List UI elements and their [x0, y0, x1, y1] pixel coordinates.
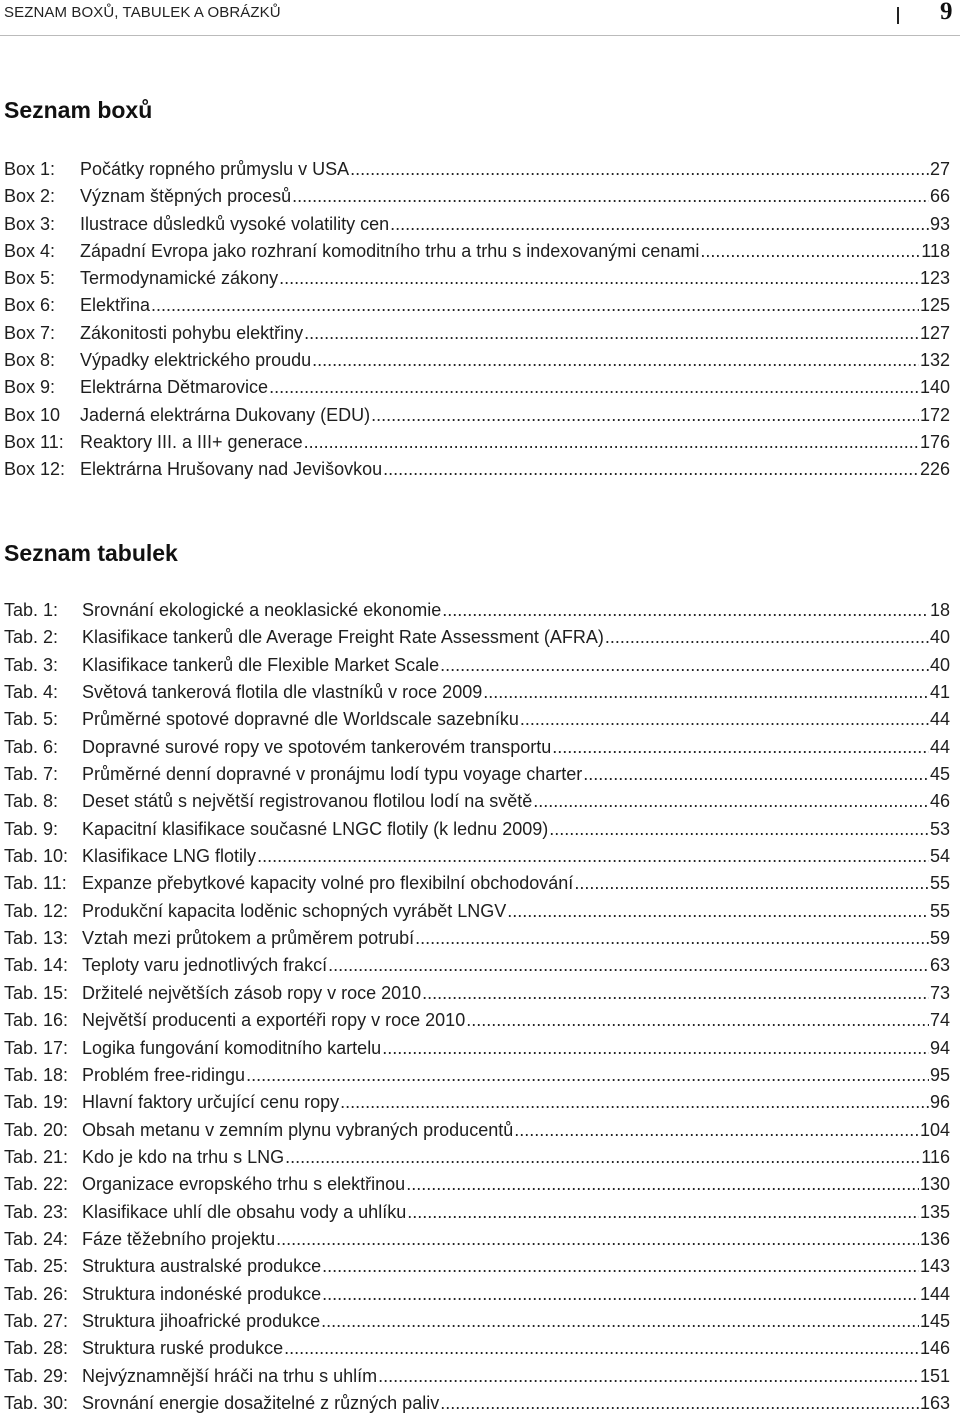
entry-label: Box 4: [4, 240, 56, 261]
leader-dots [514, 1117, 919, 1144]
table-list-item [4, 1281, 950, 1308]
leader-dots [371, 402, 919, 429]
table-list-item [4, 1089, 950, 1116]
entry-label: Tab. 16: [4, 1010, 69, 1031]
table-list-item [4, 1363, 950, 1390]
entry-label: Box 9: [4, 377, 56, 398]
table-list-item [4, 734, 950, 761]
leader-dots [520, 706, 929, 733]
table-list-item [4, 1253, 950, 1280]
entry-title: Nejvýznamnější hráči na trhu s uhlím [82, 1365, 378, 1386]
leader-dots [700, 238, 920, 265]
entry-label: Tab. 5: [4, 709, 59, 730]
entry-page: 172 [919, 404, 950, 425]
leader-dots [574, 870, 929, 897]
running-header [0, 0, 960, 36]
entry-label: Tab. 23: [4, 1201, 69, 1222]
table-list-item [4, 952, 950, 979]
entry-page: 136 [919, 1228, 950, 1249]
entry-page: 66 [929, 186, 950, 207]
entry-label: Tab. 17: [4, 1037, 69, 1058]
box-list-item [4, 347, 950, 374]
leader-dots [605, 624, 929, 651]
entry-label: Tab. 21: [4, 1146, 69, 1167]
box-list-item [4, 402, 950, 429]
leader-dots [151, 292, 919, 319]
entry-page: 226 [919, 459, 950, 480]
entry-title: Klasifikace tankerů dle Average Freight Rate Assessment (AFRA) [82, 627, 604, 648]
table-list-item [4, 1199, 950, 1226]
entry-page: 40 [929, 654, 950, 675]
leader-dots [321, 1308, 919, 1335]
entry-title: Největší producenti a exportéři ropy v roce 2010 [82, 1010, 466, 1031]
entry-page: 127 [919, 322, 950, 343]
entry-label: Tab. 2: [4, 627, 59, 648]
box-list [4, 156, 950, 484]
entry-title: Struktura jihoafrické produkce [82, 1310, 321, 1331]
table-list-item [4, 597, 950, 624]
table-list-item [4, 1171, 950, 1198]
box-list-item [4, 238, 950, 265]
leader-dots [422, 980, 929, 1007]
leader-dots [322, 1281, 919, 1308]
entry-title: Vztah mezi průtokem a průměrem potrubí [82, 928, 415, 949]
entry-page: 145 [919, 1310, 950, 1331]
table-list-item [4, 1007, 950, 1034]
leader-dots [407, 1199, 919, 1226]
table-list-item [4, 1062, 950, 1089]
entry-label: Box 7: [4, 322, 56, 343]
leader-dots [284, 1335, 919, 1362]
entry-page: 96 [929, 1092, 950, 1113]
entry-title: Držitelé největších zásob ropy v roce 2010 [82, 982, 422, 1003]
entry-title: Struktura indonéské produkce [82, 1283, 322, 1304]
leader-dots [257, 843, 929, 870]
entry-label: Tab. 24: [4, 1228, 69, 1249]
entry-page: 55 [929, 900, 950, 921]
entry-label: Tab. 20: [4, 1119, 69, 1140]
entry-label: Tab. 28: [4, 1338, 69, 1359]
leader-dots [378, 1363, 919, 1390]
entry-label: Box 3: [4, 213, 56, 234]
leader-dots [440, 1390, 919, 1417]
entry-label: Tab. 30: [4, 1392, 69, 1413]
entry-page: 63 [929, 955, 950, 976]
box-list-item [4, 429, 950, 456]
leader-dots [246, 1062, 929, 1089]
leader-dots [415, 925, 929, 952]
entry-label: Tab. 7: [4, 764, 59, 785]
table-list-item [4, 761, 950, 788]
leader-dots [549, 816, 929, 843]
entry-title: Struktura australské produkce [82, 1256, 322, 1277]
entry-label: Box 5: [4, 268, 56, 289]
leader-dots [442, 597, 929, 624]
entry-page: 18 [929, 600, 950, 620]
entry-title: Průměrné denní dopravné v pronájmu lodí typu voyage charter [82, 764, 583, 785]
entry-title: Dopravné surové ropy ve spotovém tankerovém transportu [82, 736, 552, 757]
box-list-item [4, 265, 950, 292]
entry-label: Box 1: [4, 159, 56, 179]
entry-label: Tab. 26: [4, 1283, 69, 1304]
entry-page: 44 [929, 709, 950, 730]
leader-dots [382, 1035, 929, 1062]
leader-dots [304, 320, 919, 347]
table-list-item [4, 788, 950, 815]
entry-title: Elektřina [80, 295, 151, 316]
entry-page: 93 [929, 213, 950, 234]
entry-title: Fáze těžebního projektu [82, 1228, 276, 1249]
entry-page: 123 [919, 268, 950, 289]
entry-page: 40 [929, 627, 950, 648]
entry-title: Obsah metanu v zemním plynu vybraných producentů [82, 1119, 514, 1140]
entry-label: Box 6: [4, 295, 56, 316]
entry-label: Tab. 1: [4, 600, 59, 620]
box-list-item [4, 292, 950, 319]
entry-page: 95 [929, 1064, 950, 1085]
entry-title: Výpadky elektrického proudu [80, 350, 312, 371]
entry-label: Box 2: [4, 186, 56, 207]
leader-dots [328, 952, 929, 979]
entry-title: Zákonitosti pohybu elektřiny [80, 322, 304, 343]
leader-dots [533, 788, 929, 815]
leader-dots [322, 1253, 919, 1280]
table-list-item [4, 1035, 950, 1062]
table-list-item [4, 1226, 950, 1253]
entry-page: 144 [919, 1283, 950, 1304]
leader-dots [269, 374, 919, 401]
entry-title: Význam štěpných procesů [80, 186, 292, 207]
entry-title: Struktura ruské produkce [82, 1338, 284, 1359]
entry-title: Počátky ropného průmyslu v USA [80, 159, 350, 179]
leader-dots [292, 183, 929, 210]
entry-page: 176 [919, 431, 950, 452]
entry-label: Tab. 4: [4, 682, 59, 703]
section-heading-boxes: Seznam boxů [4, 97, 153, 123]
entry-page: 116 [921, 1146, 950, 1167]
running-header-title: SEZNAM BOXŮ, TABULEK A OBRÁZKŮ [4, 4, 281, 21]
entry-label: Box 10 [4, 404, 61, 425]
entry-title: Termodynamické zákony [80, 268, 279, 289]
entry-title: Světová tankerová flotila dle vlastníků v roce 2009 [82, 682, 483, 703]
leader-dots [340, 1089, 929, 1116]
entry-title: Srovnání energie dosažitelné z různých paliv [82, 1392, 440, 1413]
entry-label: Box 8: [4, 350, 56, 371]
entry-title: Produkční kapacita loděnic schopných vyrábět LNGV [82, 900, 507, 921]
entry-page: 151 [919, 1365, 950, 1386]
entry-page: 74 [929, 1010, 950, 1031]
leader-dots [466, 1007, 929, 1034]
table-list [4, 597, 950, 1417]
table-list-item [4, 1144, 950, 1171]
box-list-item [4, 374, 950, 401]
entry-page: 104 [919, 1119, 950, 1140]
entry-title: Elektrárna Dětmarovice [80, 377, 269, 398]
entry-page: 125 [919, 295, 950, 316]
entry-label: Tab. 12: [4, 900, 69, 921]
entry-label: Tab. 11: [4, 873, 67, 894]
entry-page: 44 [929, 736, 950, 757]
entry-label: Tab. 29: [4, 1365, 69, 1386]
entry-label: Tab. 22: [4, 1174, 69, 1195]
entry-label: Tab. 25: [4, 1256, 69, 1277]
leader-dots [583, 761, 929, 788]
entry-title: Hlavní faktory určující cenu ropy [82, 1092, 340, 1113]
leader-dots [406, 1171, 919, 1198]
entry-title: Klasifikace tankerů dle Flexible Market Scale [82, 654, 440, 675]
leader-dots [285, 1144, 920, 1171]
entry-title: Logika fungování komoditního kartelu [82, 1037, 382, 1058]
table-list-item [4, 1117, 950, 1144]
leader-dots [552, 734, 929, 761]
entry-page: 118 [921, 240, 950, 261]
entry-page: 132 [919, 350, 950, 371]
entry-page: 143 [919, 1256, 950, 1277]
box-list-item [4, 183, 950, 210]
entry-label: Tab. 27: [4, 1310, 69, 1331]
table-list-item [4, 624, 950, 651]
leader-dots [440, 652, 929, 679]
table-list-item [4, 898, 950, 925]
entry-title: Teploty varu jednotlivých frakcí [82, 955, 328, 976]
entry-page: 59 [929, 928, 950, 949]
entry-title: Klasifikace LNG flotily [82, 846, 257, 867]
leader-dots [279, 265, 919, 292]
box-list-item [4, 456, 950, 483]
table-list-item [4, 1308, 950, 1335]
entry-page: 27 [929, 159, 950, 179]
entry-label: Tab. 8: [4, 791, 59, 812]
entry-page: 45 [929, 764, 950, 785]
entry-title: Průměrné spotové dopravné dle Worldscale sazebníku [82, 709, 519, 730]
entry-page: 163 [919, 1392, 950, 1413]
entry-title: Deset států s největší registrovanou flotilou lodí na světě [82, 791, 533, 812]
entry-title: Klasifikace uhlí dle obsahu vody a uhlíku [82, 1201, 407, 1222]
leader-dots [350, 156, 929, 183]
entry-label: Box 12: [4, 459, 66, 480]
entry-label: Tab. 10: [4, 846, 69, 867]
entry-page: 55 [929, 873, 950, 894]
entry-label: Tab. 15: [4, 982, 69, 1003]
entry-label: Tab. 14: [4, 955, 69, 976]
table-list-item [4, 980, 950, 1007]
entry-title: Jaderná elektrárna Dukovany (EDU) [80, 404, 371, 425]
entry-label: Tab. 13: [4, 928, 69, 949]
table-list-item [4, 925, 950, 952]
entry-title: Elektrárna Hrušovany nad Jevišovkou [80, 459, 383, 480]
leader-dots [390, 211, 929, 238]
leader-dots [304, 429, 919, 456]
entry-title: Organizace evropského trhu s elektřinou [82, 1174, 406, 1195]
entry-page: 53 [929, 818, 950, 839]
entry-label: Tab. 19: [4, 1092, 69, 1113]
box-list-item [4, 156, 950, 183]
table-list-item [4, 1335, 950, 1362]
table-list-item [4, 706, 950, 733]
entry-label: Tab. 9: [4, 818, 59, 839]
entry-page: 73 [929, 982, 950, 1003]
page-number: 9 [940, 0, 953, 25]
section-heading-tables: Seznam tabulek [4, 540, 178, 566]
table-list-item [4, 870, 950, 897]
entry-title: Expanze přebytkové kapacity volné pro flexibilní obchodování [82, 873, 574, 894]
entry-title: Západní Evropa jako rozhraní komoditního trhu a trhu s indexovanými cenami [80, 240, 700, 261]
entry-label: Tab. 6: [4, 736, 59, 757]
entry-page: 135 [919, 1201, 950, 1222]
table-list-item [4, 652, 950, 679]
header-rule [0, 35, 960, 36]
table-list-item [4, 1390, 950, 1417]
entry-page: 46 [929, 791, 950, 812]
leader-dots [507, 898, 929, 925]
table-list-item [4, 679, 950, 706]
entry-page: 130 [919, 1174, 950, 1195]
entry-title: Reaktory III. a III+ generace [80, 431, 303, 452]
entry-label: Box 11: [4, 431, 64, 452]
leader-dots [312, 347, 919, 374]
leader-dots [483, 679, 929, 706]
entry-title: Problém free-ridingu [82, 1064, 246, 1085]
entry-page: 54 [929, 846, 950, 867]
entry-label: Tab. 3: [4, 654, 59, 675]
entry-title: Srovnání ekologické a neoklasické ekonomie [82, 600, 442, 620]
entry-title: Kapacitní klasifikace současné LNGC flotily (k lednu 2009) [82, 818, 549, 839]
entry-label: Tab. 18: [4, 1064, 69, 1085]
entry-title: Kdo je kdo na trhu s LNG [82, 1146, 285, 1167]
table-list-item [4, 843, 950, 870]
entry-title: Ilustrace důsledků vysoké volatility cen [80, 213, 390, 234]
header-separator [897, 7, 899, 24]
entry-page: 146 [919, 1338, 950, 1359]
box-list-item [4, 211, 950, 238]
entry-page: 41 [929, 682, 950, 703]
box-list-item [4, 320, 950, 347]
entry-page: 140 [919, 377, 950, 398]
table-list-item [4, 816, 950, 843]
leader-dots [276, 1226, 919, 1253]
leader-dots [383, 456, 919, 483]
entry-page: 94 [929, 1037, 950, 1058]
